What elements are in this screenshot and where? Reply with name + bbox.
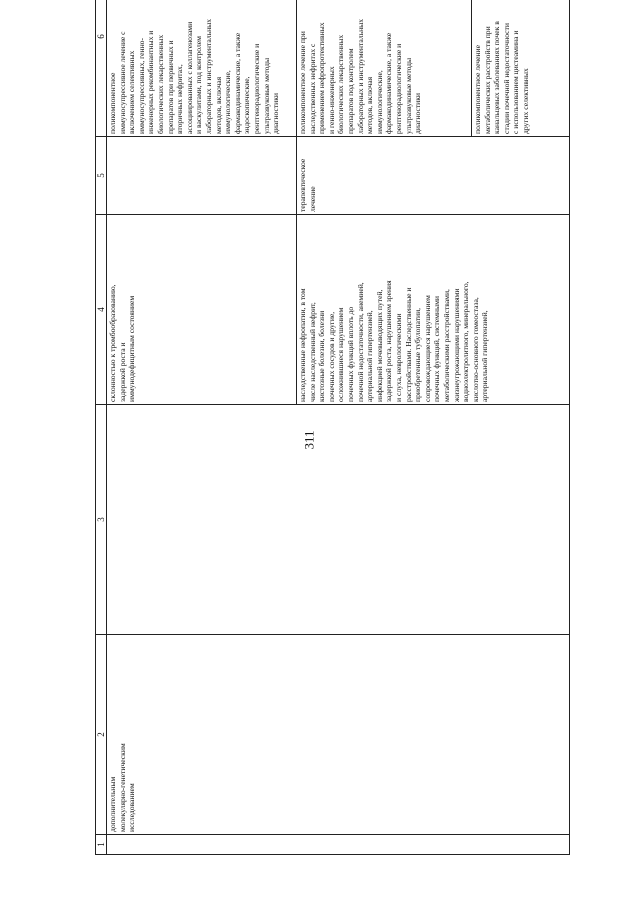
header-col-4: 4	[96, 215, 107, 405]
cell-treatment-method: поликомпонентное лечение при наследственных нефритах с применением нефропротективных и генно-инженерных биологических лекарственных препаратов под контролем лабораторных и инструментальных методов, включая иммунологические, фармакодинамические, а также рентгенорадиологические и ультразвуковые методы диагностики	[297, 0, 472, 137]
cell-condition: склонностью к тромбообразованию, задержкой роста и иммунодефицитным состоянием	[107, 215, 297, 405]
table-row	[107, 0, 297, 855]
header-col-2: 2	[96, 635, 107, 835]
cell-treatment-type	[107, 137, 297, 215]
rotated-table-container	[95, 18, 570, 855]
page-number: 311	[301, 430, 317, 450]
header-col-6: 6	[96, 0, 107, 137]
cell-treatment-method: поликомпонентное лечение метаболических расстройств при канальцевых заболеваниях почек в стадии почечной недостаточности с использованием цистеамина и других селективных	[472, 0, 570, 137]
cell-method: дополнительным молекулярно-генетическим исследованием	[107, 635, 570, 835]
cell-col-1	[107, 835, 570, 855]
header-col-5: 5	[96, 137, 107, 215]
cell-treatment-method: поликомпонентное иммуносупрессивное лечение с включением селективных иммуносупрессивных, генно- инженерных рекомбинантных и биологических лекарственных препаратов при первичных и вторичных нефритах, ассоциированных с коллагенозами и васкулитами, под контролем лабораторных и инструментальных методов, включая иммунологические, фармакодинамические, а также эндоскопические, рентгенорадиологические и ультразвуковые методы диагностики	[107, 0, 297, 137]
header-row	[96, 0, 107, 855]
treatment-table	[95, 0, 570, 855]
header-col-3: 3	[96, 405, 107, 635]
cell-condition: наследственные нефропатии, в том числе наследственный нефрит, кистозные болезни, болезни почечных сосудов и другие, осложнившиеся нарушением почечных функций вплоть до почечной недостаточности, анемией, артериальной гипертензией, инфекцией мочевыводящих путей, задержкой роста, нарушением зрения и слуха, неврологическими расстройствами. Наследственные и приобретенные тубулопатии, сопровождающиеся нарушением почечных функций, системными метаболическими расстройствами, жизнеугрожающими нарушениями водноэлектролитного, минерального, кислотно-основного гомеостаза, артериальной гипертензией,	[297, 215, 570, 405]
cell-col-3	[107, 405, 570, 635]
cell-treatment-type: терапевтическое лечение	[297, 137, 570, 215]
header-col-1: 1	[96, 835, 107, 855]
